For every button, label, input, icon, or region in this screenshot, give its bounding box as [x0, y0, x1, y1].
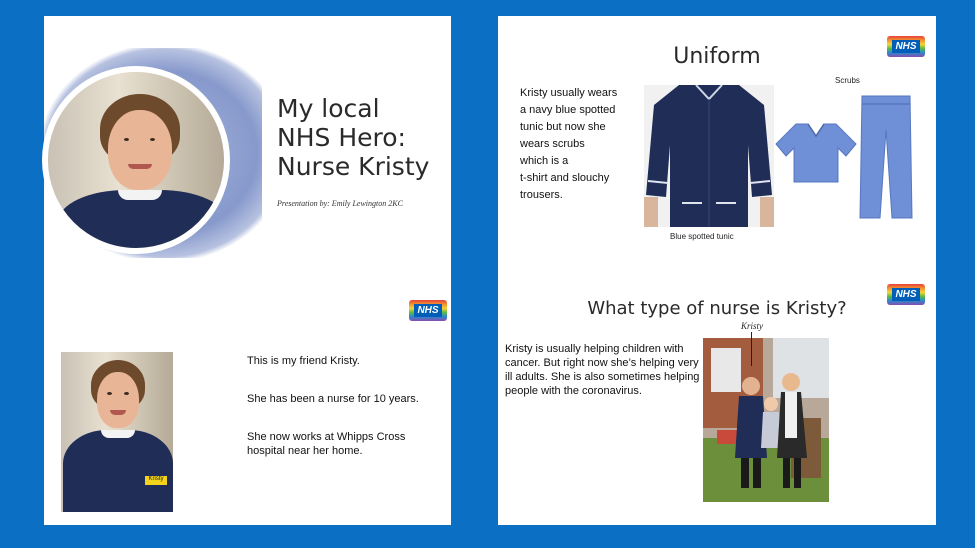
- slide4-text: Kristy is usually helping children with cancer. But right now she’s helping very ill adults. She is also sometimes helping people with the coronavirus.: [505, 343, 700, 397]
- slide2-text: Kristy usually wears a navy blue spotted tunic but now she wears scrubs which is a t-shirt and slouchy trousers.: [520, 87, 618, 201]
- kristy-portrait-circle: [42, 66, 230, 254]
- nhs-rainbow-logo: NHS: [887, 36, 925, 57]
- name-badge: Kristy: [145, 476, 167, 485]
- kristy-pointer-line: [751, 332, 752, 366]
- scrubs-caption: Scrubs: [835, 76, 860, 85]
- right-page: [498, 16, 936, 525]
- slide3-line-1: This is my friend Kristy.: [247, 355, 360, 367]
- nhs-rainbow-logo: NHS: [409, 300, 447, 321]
- tunic-caption: Blue spotted tunic: [670, 232, 734, 241]
- slide3-line-3: She now works at Whipps Cross hospital near her home.: [247, 431, 406, 457]
- left-page: [44, 16, 451, 525]
- photo-kristy-label: Kristy: [741, 321, 764, 331]
- slide3-line-2: She has been a nurse for 10 years.: [247, 393, 419, 405]
- scrubs-trousers-image: [858, 94, 914, 220]
- slide2-title: Uniform: [673, 44, 761, 69]
- blue-spotted-tunic-photo: [644, 85, 774, 227]
- slide1-title: My local NHS Hero: Nurse Kristy: [277, 94, 430, 181]
- group-photo: [703, 338, 829, 502]
- slide4-title: What type of nurse is Kristy?: [587, 298, 847, 319]
- scrubs-top-image: [774, 122, 858, 184]
- slide1-byline: Presentation by: Emily Lewington 2KC: [277, 199, 403, 208]
- nhs-rainbow-logo: NHS: [887, 284, 925, 305]
- kristy-portrait-photo: [61, 352, 173, 512]
